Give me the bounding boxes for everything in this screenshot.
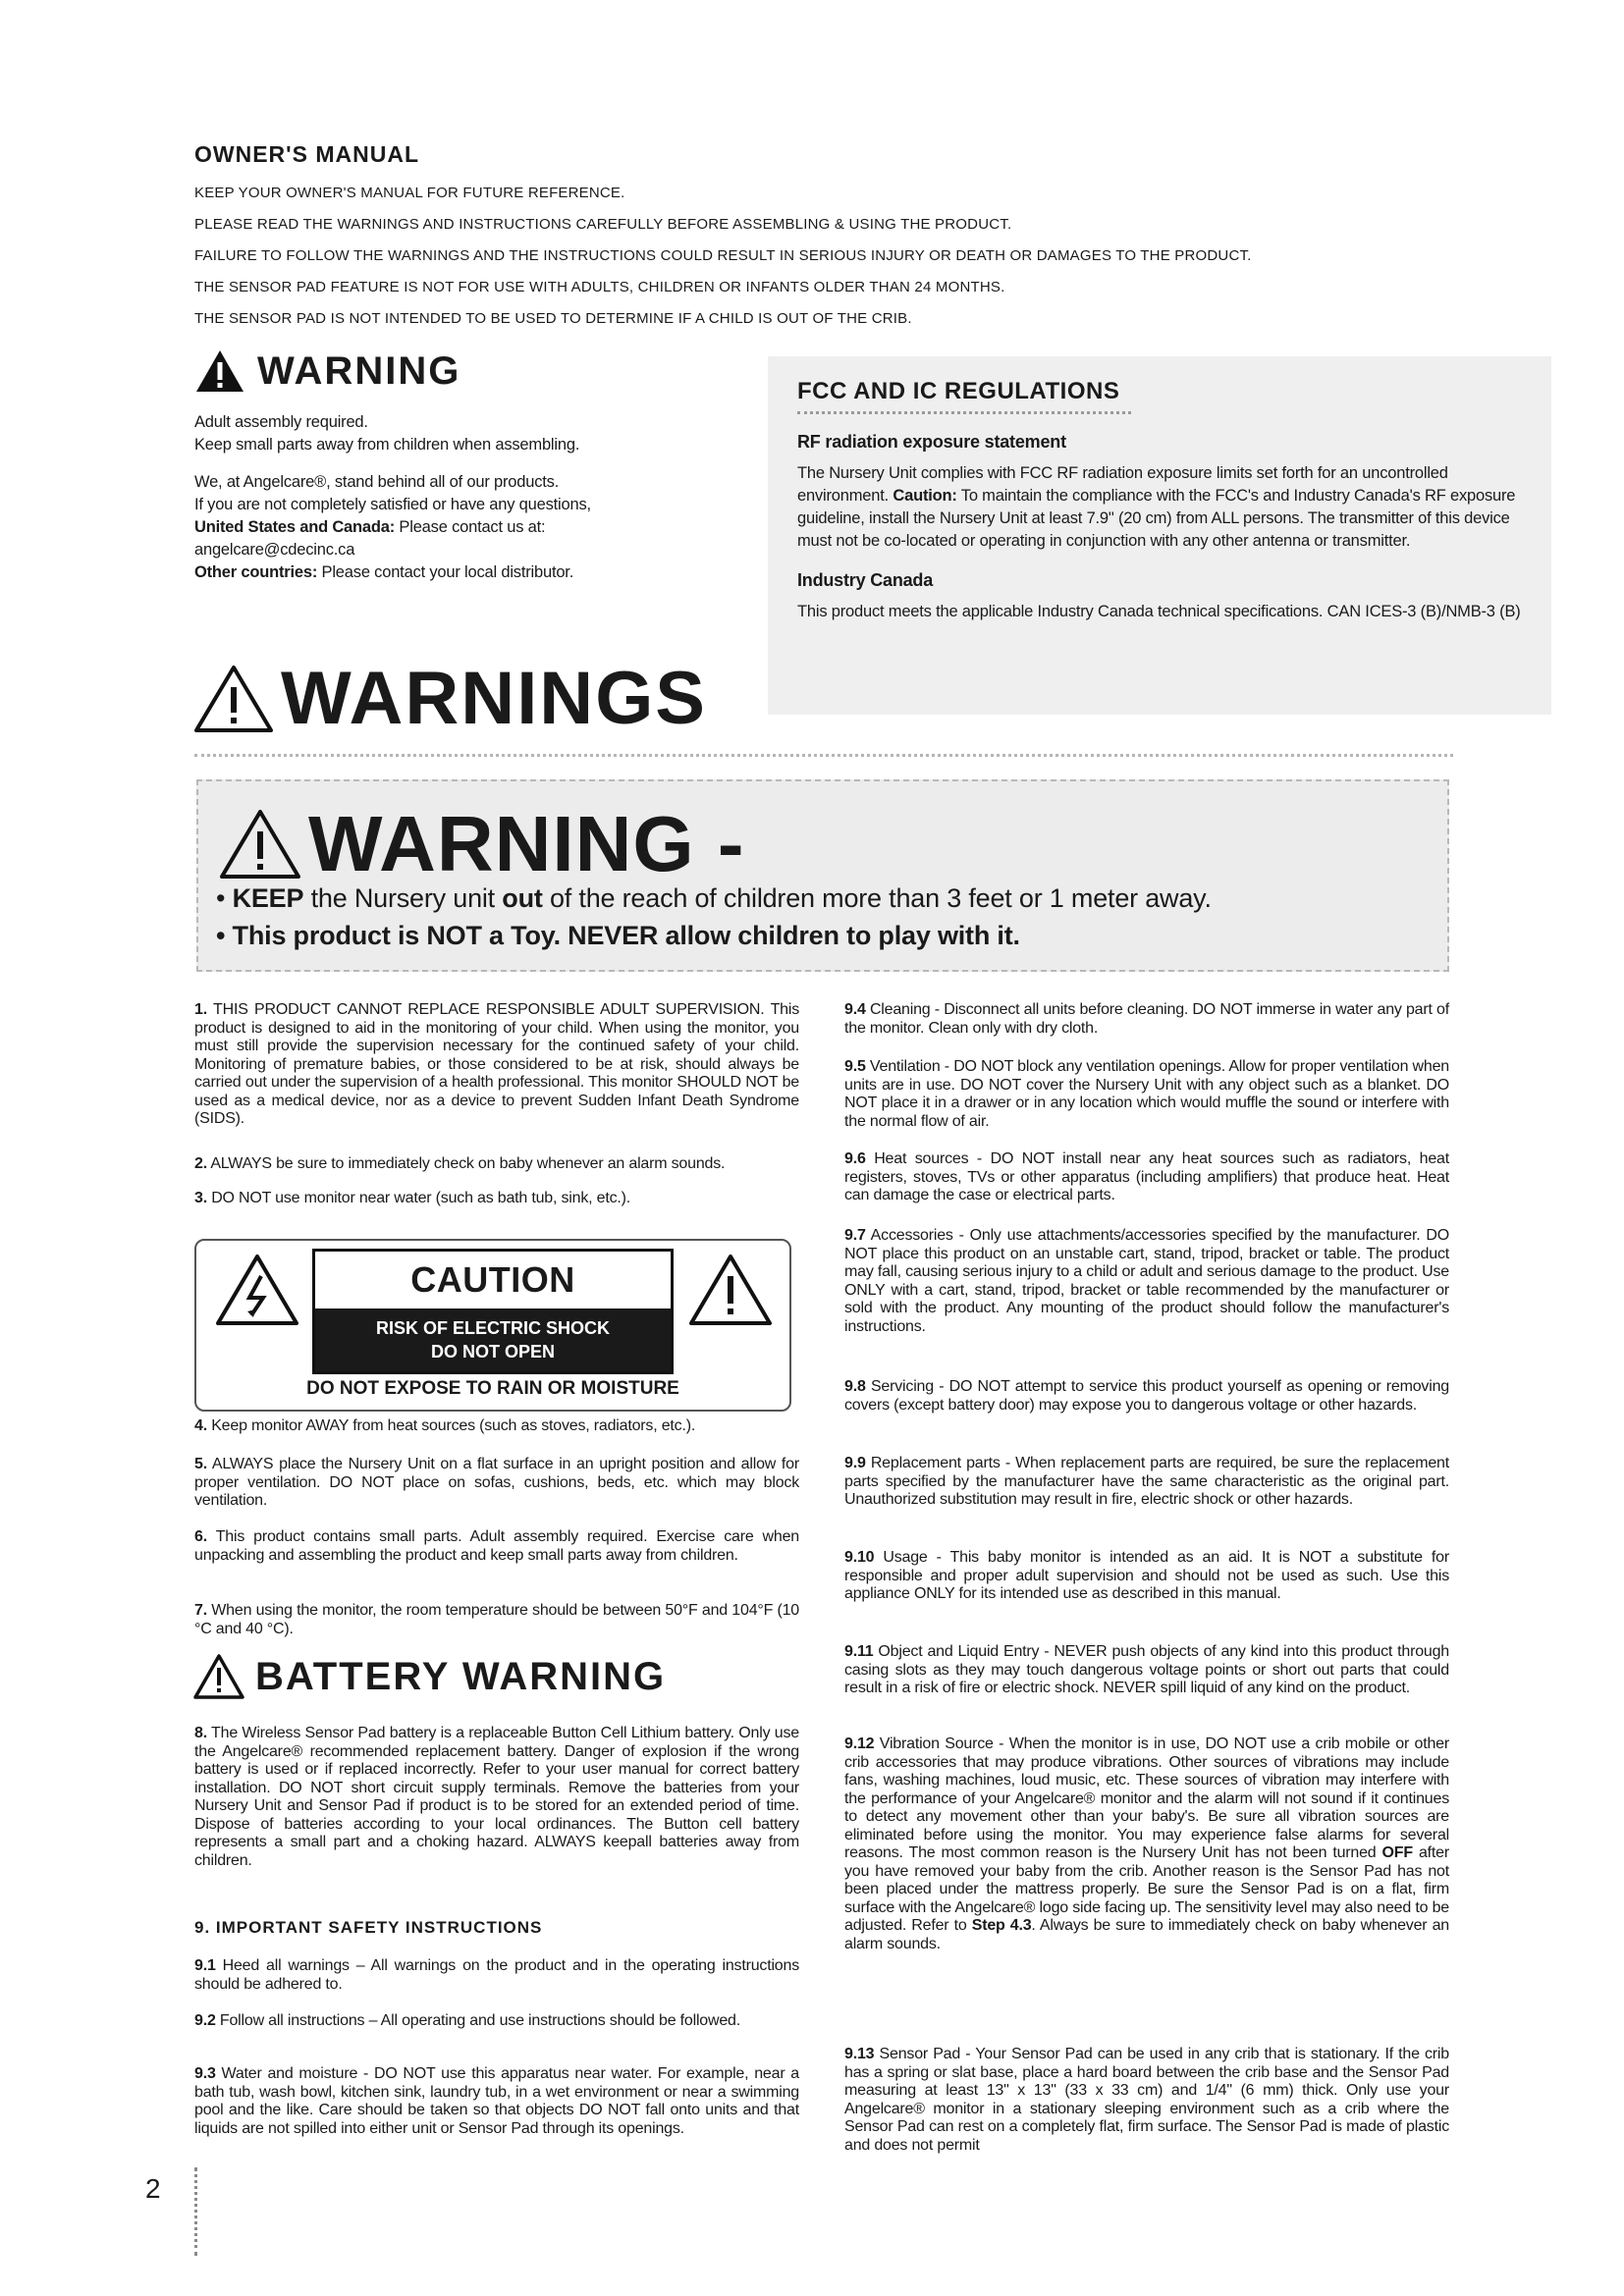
warning-item-3: 3. DO NOT use monitor near water (such as bath tub, sink, etc.). bbox=[194, 1190, 630, 1206]
us-canada-label: United States and Canada: bbox=[194, 518, 396, 536]
fcc-ic-regulations-box bbox=[768, 356, 1551, 715]
warning-contact-section bbox=[194, 348, 754, 599]
electric-shock-triangle-icon bbox=[214, 1253, 300, 1327]
safety-item-9-9: 9.9 Replacement parts - When replacement parts are required, be sure the replacement parts specified by the manufacturer have the same characteristic as the original part. Unauthorized substitution may result in fire, electric shock or other hazards. bbox=[844, 1455, 1449, 1508]
warning-item-1: 1. THIS PRODUCT CANNOT REPLACE RESPONSIBLE ADULT SUPERVISION. This product is designed to aid in the monitoring of your child. When using the monitor, you must still provide the supervision necessary for the continued safety of your child. Monitoring of premature babies, or those considered to be at risk, should always be carried out under the supervision of a health professional. This monitor SHOULD NOT be used as a medical device, nor as a device to prevent Sudden Infant Death Syndrome (SIDS). bbox=[194, 1001, 799, 1127]
safety-item-9-3: 9.3 Water and moisture - DO NOT use this apparatus near water. For example, near a bath tub, wash bowl, kitchen sink, laundry tub, in a wet environment or near a swimming pool and the like. Care should be taken so that objects DO NOT fall onto units and that liquids are not spilled into either unit or Sensor Pad through its openings. bbox=[194, 2065, 799, 2137]
owners-manual-line: THE SENSOR PAD FEATURE IS NOT FOR USE WITH ADULTS, CHILDREN OR INFANTS OLDER THAN 24 MONTHS. bbox=[194, 279, 1005, 295]
safety-item-9-4: 9.4 Cleaning - Disconnect all units before cleaning. DO NOT immerse in water any part of the monitor. Clean only with dry cloth. bbox=[844, 1001, 1449, 1037]
caution-electric-shock-label bbox=[194, 1239, 791, 1412]
angelcare-statement: We, at Angelcare®, stand behind all of our products. bbox=[194, 473, 560, 491]
safety-item-9-2: 9.2 Follow all instructions – All operating and use instructions should be followed. bbox=[194, 2012, 740, 2029]
safety-item-9-6: 9.6 Heat sources - DO NOT install near any heat sources such as radiators, heat registers, stoves, TVs or other apparatus (including amplifiers) that produce heat. Heat can damage the case or electrical parts. bbox=[844, 1150, 1449, 1203]
caution-footer: DO NOT EXPOSE TO RAIN OR MOISTURE bbox=[306, 1378, 679, 1399]
warning-triangle-outline-icon bbox=[218, 808, 302, 881]
caution-box bbox=[312, 1249, 674, 1374]
warnings-title: WARNINGS bbox=[281, 657, 707, 740]
questions-note: If you are not completely satisfied or have any questions, bbox=[194, 496, 591, 513]
section-divider bbox=[194, 754, 1453, 757]
warning-title: WARNING bbox=[257, 348, 461, 393]
us-canada-text: Please contact us at: bbox=[395, 518, 546, 536]
contact-email: angelcare@cdecinc.ca bbox=[194, 541, 355, 559]
rf-statement-text: The Nursery Unit complies with FCC RF radiation exposure limits set forth for an uncontrolled environment. Caution: To maintain the compliance with the FCC's and Industry Canada's RF exposure guideline, install the Nursery Unit at least 7.9" (20 cm) from ALL persons. The transmitter of this device must not be co-located or operating in conjunction with any other antenna or transmitter. bbox=[797, 464, 1516, 550]
rf-statement-title: RF radiation exposure statement bbox=[797, 432, 1066, 452]
warning-item-2: 2. ALWAYS be sure to immediately check on baby whenever an alarm sounds. bbox=[194, 1155, 726, 1172]
other-countries-label: Other countries: bbox=[194, 563, 318, 581]
caution-risk-text: RISK OF ELECTRIC SHOCK DO NOT OPEN bbox=[315, 1308, 671, 1371]
banner-bullet-keep-out-of-reach: • KEEP the Nursery unit out of the reach of children more than 3 feet or 1 meter away. bbox=[216, 883, 1212, 913]
owners-manual-title: OWNER'S MANUAL bbox=[194, 141, 420, 167]
banner-bullet-not-a-toy: • This product is NOT a Toy. NEVER allow children to play with it. bbox=[216, 921, 1020, 950]
banner-title: WARNING - bbox=[308, 800, 745, 887]
small-parts-note: Keep small parts away from children when assembling. bbox=[194, 436, 580, 454]
owners-manual-section bbox=[194, 141, 1451, 335]
warning-item-8: 8. The Wireless Sensor Pad battery is a replaceable Button Cell Lithium battery. Only use the Angelcare® recommended replacement battery. Danger of explosion if the wrong battery is used or if replaced incorrectly. Refer to your user manual for correct battery installation. DO NOT short circuit supply terminals. Remove the batteries from your Nursery Unit and Sensor Pad if product is to be stored for an extended period of time. Dispose of batteries according to your local ordinances. The Button cell battery represents a small part and a choking hazard. ALWAYS keepall batteries away from children. bbox=[194, 1725, 799, 1869]
owners-manual-line: PLEASE READ THE WARNINGS AND INSTRUCTIONS CAREFULLY BEFORE ASSEMBLING & USING THE PRODUCT. bbox=[194, 216, 1012, 233]
safety-item-9-1: 9.1 Heed all warnings – All warnings on the product and in the operating instructions should be adhered to. bbox=[194, 1957, 799, 1993]
warning-item-6: 6. This product contains small parts. Adult assembly required. Exercise care when unpacking and assembling the product and keep small parts away from children. bbox=[194, 1528, 799, 1564]
warning-banner bbox=[196, 779, 1449, 972]
owners-manual-line: THE SENSOR PAD IS NOT INTENDED TO BE USED TO DETERMINE IF A CHILD IS OUT OF THE CRIB. bbox=[194, 310, 912, 327]
warning-triangle-outline-icon bbox=[192, 1653, 245, 1700]
assembly-note: Adult assembly required. bbox=[194, 413, 368, 431]
caution-title: CAUTION bbox=[410, 1259, 575, 1300]
warnings-heading bbox=[192, 656, 707, 741]
safety-item-9-11: 9.11 Object and Liquid Entry - NEVER push objects of any kind into this product through casing slots as they may touch dangerous voltage points or short out parts that could result in a risk of fire or electric shock. NEVER spill liquid of any kind on the product. bbox=[844, 1643, 1449, 1696]
safety-item-9-8: 9.8 Servicing - DO NOT attempt to service this product yourself as opening or removing covers (except battery door) may expose you to dangerous voltage or other hazards. bbox=[844, 1378, 1449, 1414]
warning-item-4: 4. Keep monitor AWAY from heat sources (such as stoves, radiators, etc.). bbox=[194, 1417, 696, 1434]
safety-instructions-heading: 9. IMPORTANT SAFETY INSTRUCTIONS bbox=[194, 1918, 543, 1937]
owners-manual-line: FAILURE TO FOLLOW THE WARNINGS AND THE INSTRUCTIONS COULD RESULT IN SERIOUS INJURY OR DEATH OR DAMAGES TO THE PRODUCT. bbox=[194, 247, 1252, 264]
warning-item-7: 7. When using the monitor, the room temperature should be between 50°F and 104°F (10 °C and 40 °C). bbox=[194, 1602, 799, 1637]
battery-warning-title: BATTERY WARNING bbox=[255, 1654, 667, 1698]
industry-canada-title: Industry Canada bbox=[797, 570, 934, 590]
warning-triangle-outline-icon bbox=[687, 1253, 774, 1327]
owners-manual-line: KEEP YOUR OWNER'S MANUAL FOR FUTURE REFERENCE. bbox=[194, 185, 625, 201]
safety-item-9-7: 9.7 Accessories - Only use attachments/accessories specified by the manufacturer. DO NOT place this product on an unstable cart, stand, tripod, bracket or table. The product may fall, causing serious injury to a child or adult and serious damage to the product. Use ONLY with a cart, stand, tripod, bracket or table recommended by the manufacturer or sold with the product. Any mounting of the product should follow the manufacturer's instructions. bbox=[844, 1227, 1449, 1335]
safety-item-9-13: 9.13 Sensor Pad - Your Sensor Pad can be used in any crib that is stationary. If the crib has a spring or slat base, place a hard board between the crib base and the Sensor Pad measuring at least 13" x 13" (33 x 33 cm) and 1/4" (6 mm) thick. Only use your Angelcare® monitor in a stationary sleeping environment such as a crib where the Sensor Pad can rest on a completely flat, firm surface. The Sensor Pad is made of plastic and does not permit bbox=[844, 2046, 1449, 2154]
safety-item-9-10: 9.10 Usage - This baby monitor is intended as an aid. It is NOT a substitute for responsible and proper adult supervision and should not be used as such. Use this appliance ONLY for its intended use as described in this manual. bbox=[844, 1549, 1449, 1602]
warning-item-5: 5. ALWAYS place the Nursery Unit on a flat surface in an upright position and allow for proper ventilation. DO NOT place on sofas, cushions, beds, etc. which may block ventilation. bbox=[194, 1456, 799, 1509]
safety-item-9-12: 9.12 Vibration Source - When the monitor is in use, DO NOT use a crib mobile or other crib accessories that may produce vibrations. Other sources of vibrations may include fans, washing machines, loud music, etc. These sources of vibration may interfere with the performance of your Angelcare® monitor and the alarm will not sound if it continues to detect any movement other than your baby's. Be sure all vibration sources are eliminated before using the monitor. You may experience false alarms for several reasons. The most common reason is the Nursery Unit has not been turned OFF after you have removed your baby from the crib. Another reason is the Sensor Pad has not been placed under the mattress properly. Be sure the Sensor Pad is on a flat, firm surface with the Angelcare® logo side facing up. The sensitivity level may also need to be adjusted. Refer to Step 4.3. Always be sure to immediately check on baby whenever an alarm sounds. bbox=[844, 1735, 1449, 1952]
industry-canada-text: This product meets the applicable Industry Canada technical specifications. CAN ICES-3 (B)/NMB-3 (B) bbox=[797, 603, 1521, 620]
warning-triangle-outline-icon bbox=[192, 664, 275, 734]
safety-item-9-5: 9.5 Ventilation - DO NOT block any ventilation openings. Allow for proper ventilation when units are in use. DO NOT cover the Nursery Unit with any object such as a blanket. DO NOT place it in a drawer or in any location which would muffle the sound or interfere with the normal flow of air. bbox=[844, 1058, 1449, 1130]
page-number: 2 bbox=[145, 2173, 161, 2204]
battery-warning-heading bbox=[192, 1653, 666, 1700]
fcc-title: FCC AND IC REGULATIONS bbox=[797, 378, 1120, 404]
page-number-divider bbox=[194, 2167, 197, 2256]
other-countries-text: Please contact your local distributor. bbox=[317, 563, 574, 581]
fcc-title-underline bbox=[797, 411, 1131, 414]
warning-triangle-filled-icon bbox=[194, 348, 245, 394]
